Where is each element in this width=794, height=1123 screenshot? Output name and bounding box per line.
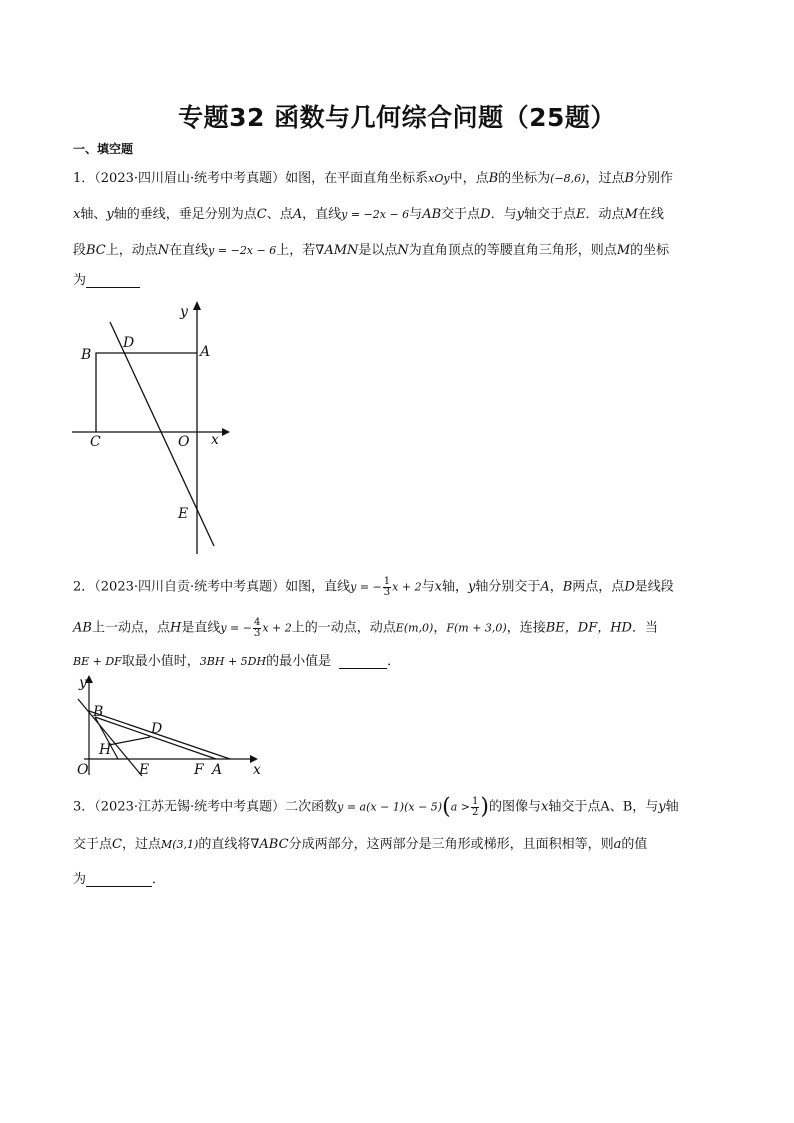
answer-blank bbox=[86, 275, 140, 288]
label-H: H bbox=[99, 742, 112, 758]
q3-line-3: 为 ． bbox=[73, 872, 166, 887]
label-D: D bbox=[151, 721, 163, 737]
y-arrow-icon bbox=[193, 301, 201, 310]
answer-blank bbox=[86, 874, 152, 887]
label-x: x bbox=[211, 432, 219, 448]
label-E: E bbox=[178, 506, 189, 522]
q2-line-1: 2．（2023·四川自贡·统考中考真题）如图，直线y = − $\frac{1}{3}$ x + 2与x轴，y轴分别交于A，B两点，点D是线段 bbox=[73, 576, 674, 598]
segment-HD bbox=[109, 737, 150, 745]
q3-line-2: 交于点C，过点M(3,1)的直线将∇ABC分成两部分，这两部分是三角形或梯形，且面积相等，则a的值 bbox=[73, 837, 648, 852]
label-A: A bbox=[200, 344, 211, 360]
q2-line-2: AB上一动点，点H是直线y = − $\frac{4}{3}$ x + 2上的一动点，动点E(m,0)，F(m + 3,0)，连接BE，DF，HD．当 bbox=[73, 617, 658, 639]
page-title: 专题32 函数与几何综合问题（25题） bbox=[178, 103, 616, 132]
rectangle-BCA bbox=[96, 353, 197, 432]
q2-figure bbox=[70, 673, 270, 781]
label-O: O bbox=[178, 434, 190, 450]
q1-line-1: 1．（2023·四川眉山·统考中考真题）如图，在平面直角坐标系xOy中，点B的坐标为(−8,6)，过点B分别作 bbox=[73, 171, 674, 186]
label-O: O bbox=[77, 762, 89, 778]
q1-figure bbox=[60, 298, 240, 560]
q1-line-3: 段BC上，动点N在直线y = −2x − 6上，若∇AMN是以点N为直角顶点的等腰直角三角形，则点M的坐标 bbox=[73, 243, 670, 258]
x-arrow-icon bbox=[222, 428, 230, 436]
label-x: x bbox=[253, 762, 261, 778]
label-A: A bbox=[212, 762, 223, 778]
label-y: y bbox=[180, 304, 188, 320]
q1-line-2: x轴、y轴的垂线，垂足分别为点C、点A，直线y = −2x − 6与AB交于点D．与y轴交于点E．动点M在线 bbox=[73, 207, 664, 222]
q2-line-3: BE + DF取最小值时，3BH + 5DH的最小值是 ． bbox=[73, 654, 401, 669]
label-D: D bbox=[123, 335, 135, 351]
label-F: F bbox=[194, 762, 204, 778]
label-E: E bbox=[139, 762, 150, 778]
label-B: B bbox=[93, 704, 104, 720]
q1-line-4: 为 bbox=[73, 273, 140, 290]
section-heading: 一、填空题 bbox=[73, 142, 134, 156]
answer-blank bbox=[339, 656, 387, 669]
label-C: C bbox=[90, 434, 101, 450]
label-y: y bbox=[79, 675, 87, 691]
line-DE bbox=[110, 322, 214, 546]
q3-line-1: 3．（2023·江苏无锡·统考中考真题）二次函数y = a(x − 1)(x − 5)(a > $\frac{1}{2}$ )的图像与x轴交于点A、B，与y轴 bbox=[73, 794, 679, 820]
label-B: B bbox=[81, 347, 92, 363]
